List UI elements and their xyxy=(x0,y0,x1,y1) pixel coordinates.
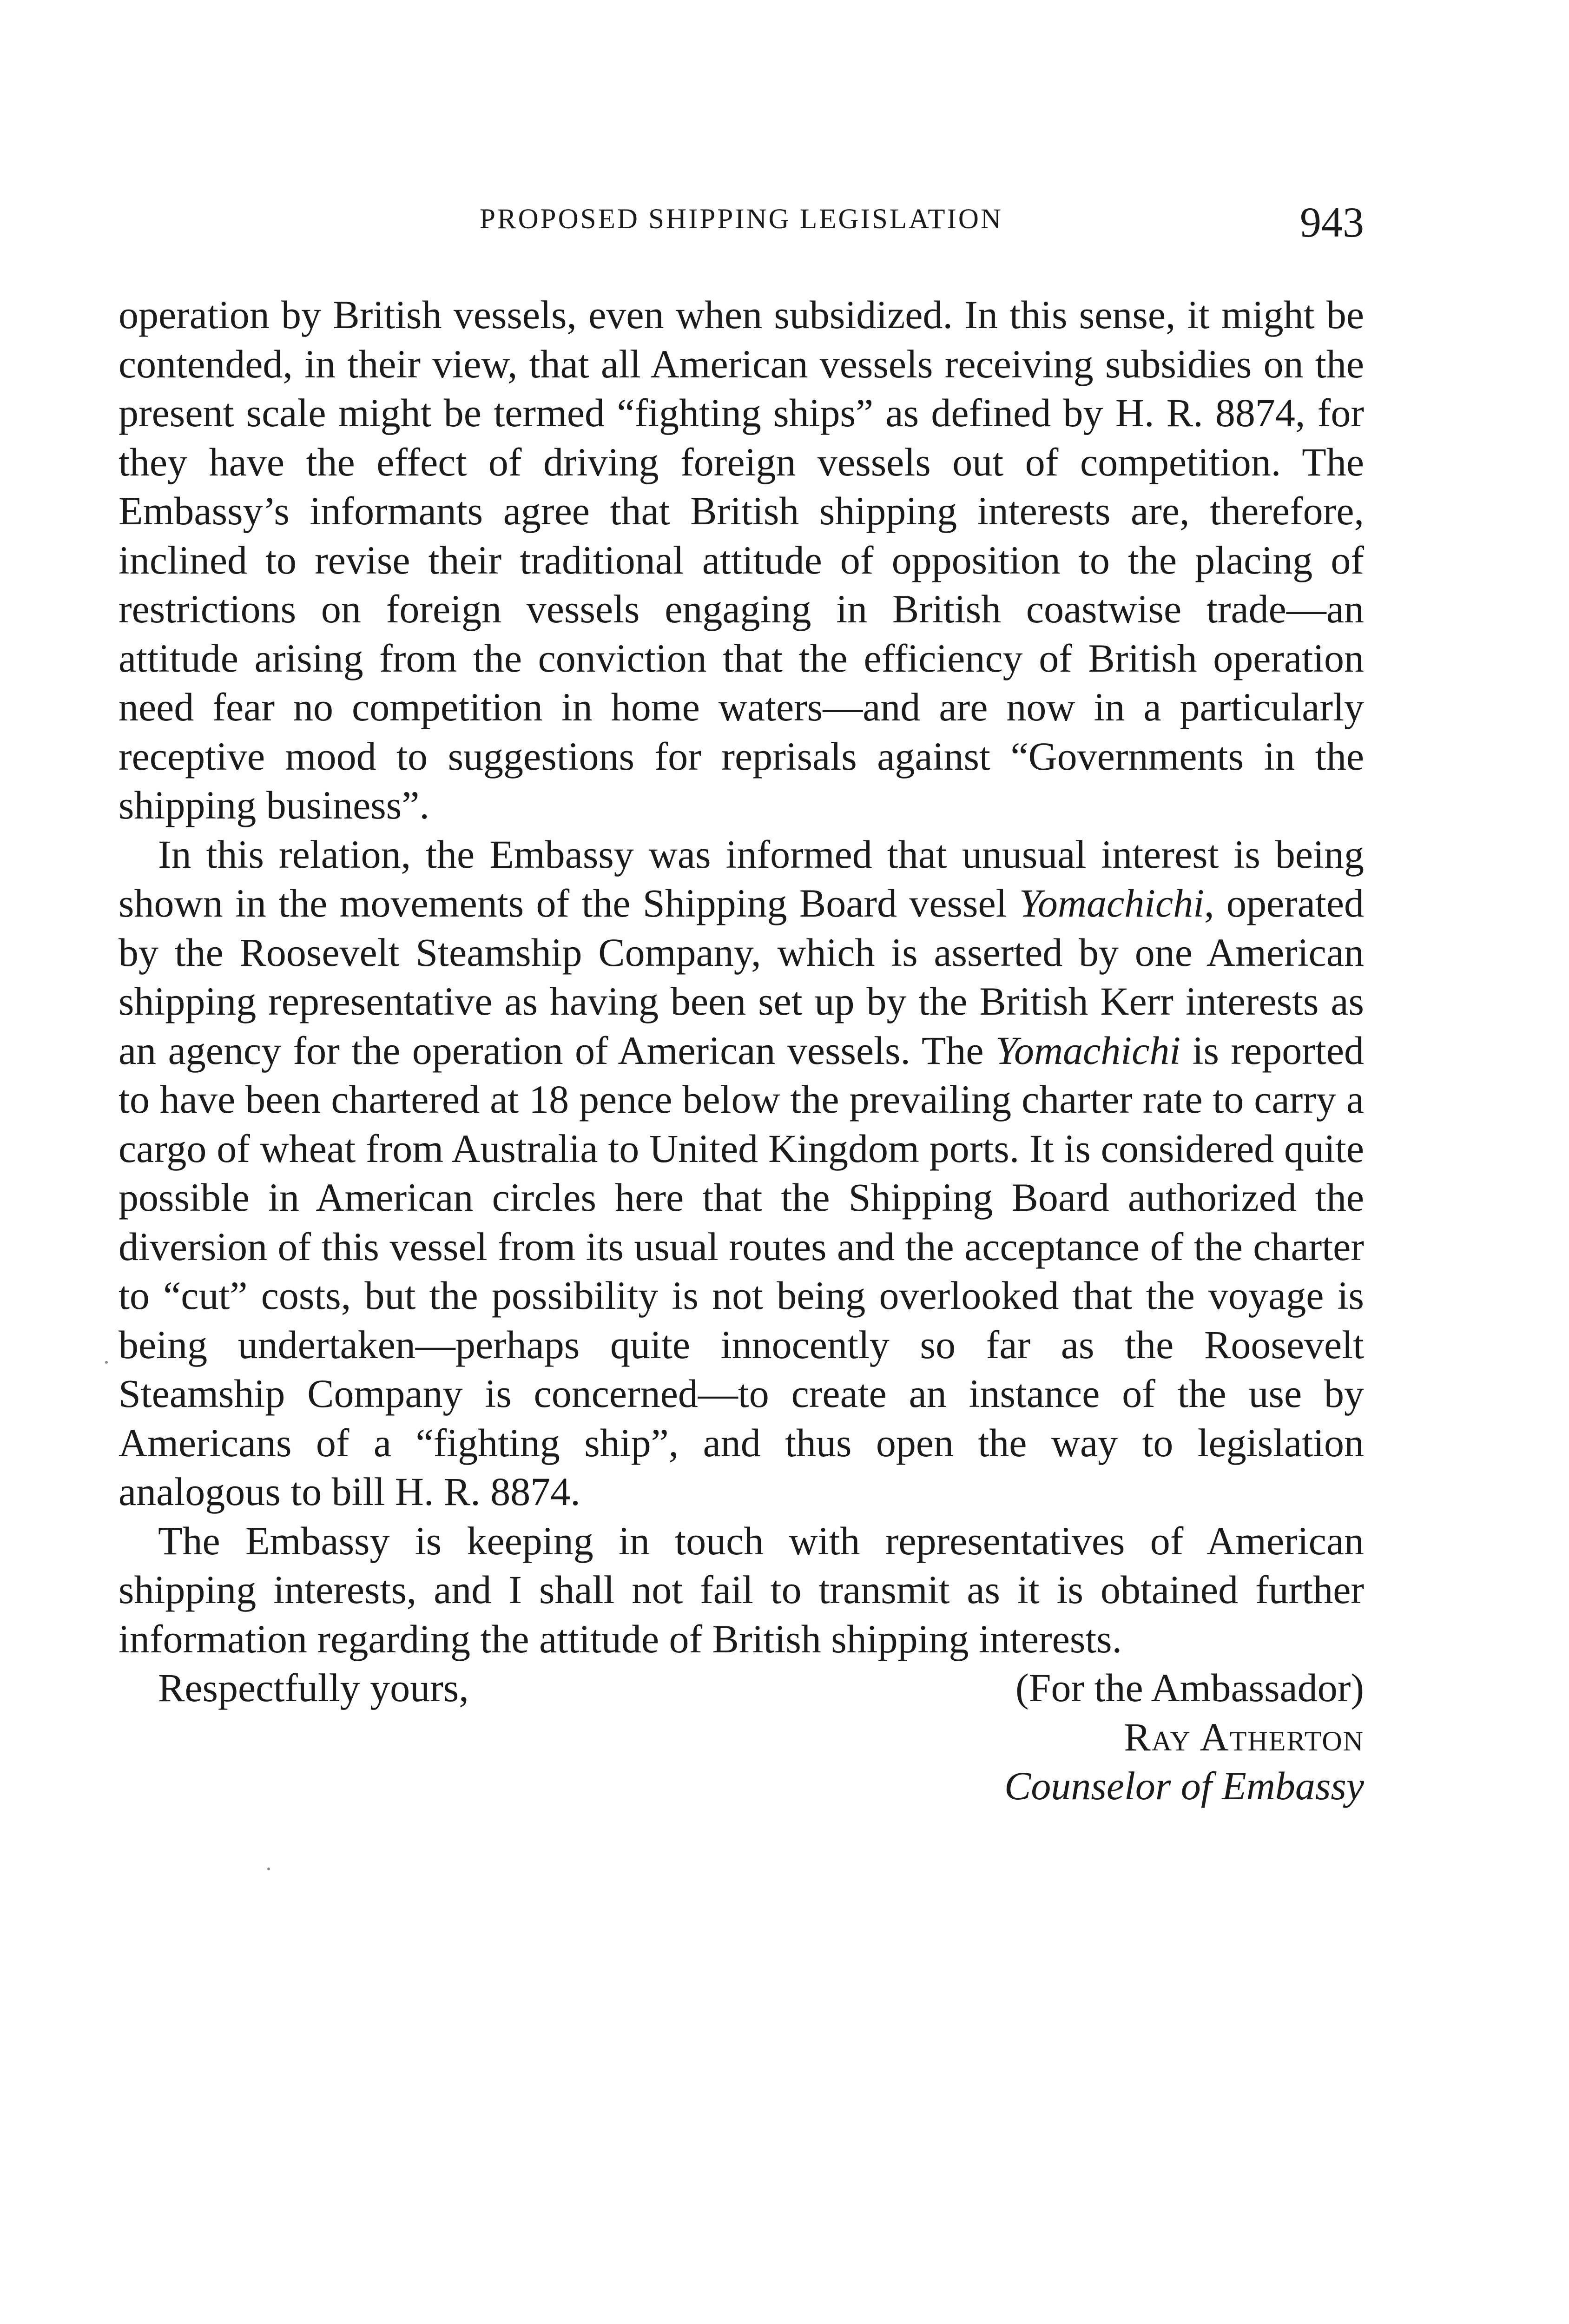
signature-block xyxy=(1004,1664,1364,1811)
body-text xyxy=(119,290,1364,1810)
closing-block xyxy=(119,1664,1364,1810)
paragraph-2-part-2: , operated by the Roosevelt Steamship Company, which is asserted by one American shipping representative as having been set up by the British Kerr interests as an agency for the operation of American vessels. The xyxy=(119,881,1364,1073)
vessel-name-2: Yomachichi xyxy=(995,1028,1181,1073)
signatory-title: Counselor of Embassy xyxy=(1004,1763,1364,1808)
running-head xyxy=(119,198,1364,249)
salutation: Respectfully yours, xyxy=(158,1665,469,1710)
paragraph-2-part-1: In this relation, the Embassy was informed that unusual interest is being shown in the movements of the Shipping Board vessel xyxy=(119,832,1364,925)
signatory-name: Ray Atherton xyxy=(1124,1714,1364,1759)
on-behalf-line: (For the Ambassador) xyxy=(1015,1665,1364,1710)
scan-speck xyxy=(267,1868,270,1870)
paragraph-3: The Embassy is keeping in touch with representatives of American shipping interests, and I shall not fail to transmit as it is obtained further information regarding the attitude of British shipping interests. xyxy=(119,1518,1364,1661)
paragraph-2-part-3: is reported to have been chartered at 18 pence below the prevailing charter rate to carry a cargo of wheat from Australia to United Kingdom ports. It is considered quite possible in American circles here that the Shipping Board authorized the diversion of this vessel from its usual routes and the acceptance of the charter to “cut” costs, but the possibility is not being overlooked that the voyage is being undertaken—perhaps quite innocently so far as the Roosevelt Steamship Company is concerned—to create an instance of the use by Americans of a “fighting ship”, and thus open the way to legislation analogous to bill H. R. 8874. xyxy=(119,1028,1364,1514)
vessel-name-1: Yomachichi xyxy=(1019,881,1205,925)
running-title: PROPOSED SHIPPING LEGISLATION xyxy=(480,204,1003,235)
paragraph-2 xyxy=(119,830,1364,1517)
scan-speck xyxy=(105,1361,108,1364)
page-number: 943 xyxy=(1300,198,1364,246)
paragraph-1: operation by British vessels, even when subsidized. In this sense, it might be contended, in their view, that all American vessels receiving subsidies on the present scale might be termed “fighting ships” as defined by H. R. 8874, for they have the effect of driving foreign vessels out of competition. The Embassy’s informants agree that British shipping interests are, therefore, inclined to revise their traditional attitude of opposition to the placing of restrictions on foreign vessels engaging in British coastwise trade—an attitude arising from the conviction that the efficiency of British operation need fear no competition in home waters—and are now in a particularly receptive mood to suggestions for reprisals against “Governments in the shipping business”. xyxy=(119,292,1364,827)
